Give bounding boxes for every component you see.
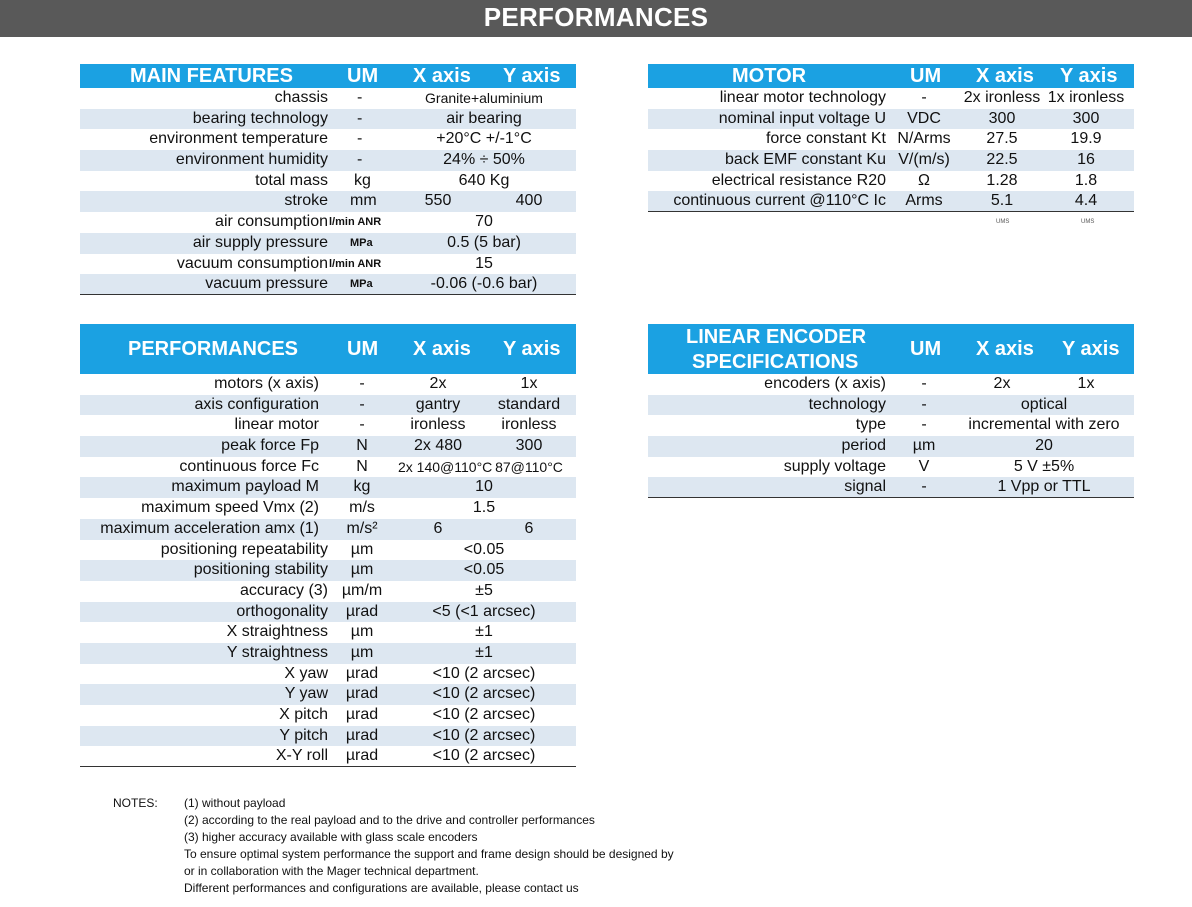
- table-row: [80, 705, 576, 726]
- row-um: µm: [350, 623, 374, 641]
- row-label: period: [841, 437, 886, 455]
- row-label: air supply pressure: [192, 233, 328, 251]
- header-um: UM: [910, 338, 942, 360]
- row-value: ±1: [475, 643, 493, 661]
- row-label: nominal input voltage U: [718, 109, 886, 127]
- row-label: peak force Fp: [221, 437, 319, 455]
- row-value: 70: [475, 213, 493, 231]
- row-x-value: 22.5: [986, 151, 1018, 169]
- table-bottom-border: [648, 211, 1134, 212]
- row-um: -: [359, 416, 365, 434]
- row-label: back EMF constant Ku: [725, 151, 886, 169]
- row-um: -: [359, 395, 365, 413]
- header-x-axis: X axis: [976, 338, 1034, 360]
- table-row: [648, 191, 1134, 212]
- table-row: [80, 540, 576, 561]
- notes-label: NOTES:: [113, 796, 158, 810]
- row-label: continuous current @110°C Ic: [673, 192, 886, 210]
- table-row: [648, 415, 1134, 436]
- row-x-value: 2x: [993, 375, 1011, 392]
- row-y-value: 4.4: [1074, 192, 1098, 210]
- row-um: N/Arms: [897, 130, 951, 148]
- row-value: ±5: [475, 581, 493, 599]
- row-um: MPa: [350, 236, 373, 249]
- row-um: Ω: [918, 171, 930, 189]
- table-row: [80, 457, 576, 478]
- row-label: motors (x axis): [214, 375, 319, 392]
- performances-table: [80, 324, 576, 767]
- row-label: environment humidity: [175, 151, 328, 169]
- row-x-value: 5.1: [990, 192, 1014, 210]
- header-y-axis: Y axis: [503, 338, 561, 360]
- main-features-table: [80, 64, 576, 295]
- row-um: V/(m/s): [898, 151, 950, 169]
- row-label: chassis: [274, 89, 328, 106]
- table-row: [80, 602, 576, 623]
- row-y-value: 300: [1072, 109, 1100, 127]
- row-y-value: 1x: [1077, 375, 1095, 392]
- table-row: [80, 622, 576, 643]
- header-um: UM: [347, 65, 379, 87]
- row-label: environment temperature: [149, 130, 328, 148]
- row-label: vacuum pressure: [205, 275, 328, 293]
- row-value: 24% ÷ 50%: [443, 151, 525, 169]
- header-y-axis: Y axis: [503, 65, 561, 87]
- row-value: <10 (2 arcsec): [432, 726, 536, 744]
- table-bottom-border: [648, 497, 1134, 498]
- row-um: l/min ANR: [329, 257, 382, 270]
- motor-footnote-x: UMS: [996, 219, 1010, 225]
- row-y-value: 16: [1077, 151, 1095, 169]
- row-label: X yaw: [284, 664, 328, 682]
- row-label: signal: [844, 478, 886, 496]
- header-title: MOTOR: [732, 65, 807, 87]
- page-banner: [0, 0, 1192, 37]
- row-value: 1.5: [472, 499, 496, 517]
- row-label: accuracy (3): [239, 581, 328, 599]
- row-label: supply voltage: [783, 457, 886, 475]
- row-value: 640 Kg: [458, 171, 510, 189]
- row-um: N: [356, 437, 368, 455]
- row-label: X-Y roll: [275, 747, 328, 765]
- row-value: <10 (2 arcsec): [432, 747, 536, 765]
- table-row: [80, 664, 576, 685]
- row-um: µm/m: [341, 581, 383, 599]
- table-row: [80, 477, 576, 498]
- row-label: vacuum consumption: [176, 254, 328, 272]
- table-row: [80, 171, 576, 192]
- row-label: total mass: [255, 171, 328, 189]
- table-row: [80, 746, 576, 767]
- encoder-table: [648, 324, 1134, 498]
- row-label: Y pitch: [279, 726, 328, 744]
- row-label: X pitch: [279, 706, 328, 723]
- header-x-axis: X axis: [413, 338, 471, 360]
- header-title-line2: SPECIFICATIONS: [692, 351, 859, 373]
- row-value: ±1: [475, 623, 493, 641]
- row-value: air bearing: [446, 109, 522, 127]
- note-line: or in collaboration with the Mager technical department.: [184, 864, 479, 878]
- row-value: 1 Vpp or TTL: [997, 478, 1091, 496]
- table-row: [80, 498, 576, 519]
- row-label: encoders (x axis): [764, 375, 886, 392]
- row-um: µrad: [345, 664, 379, 682]
- row-label: maximum payload M: [171, 478, 319, 496]
- note-line: (3) higher accuracy available with glass scale encoders: [184, 830, 478, 844]
- table-row: [80, 415, 576, 436]
- note-line: To ensure optimal system performance the support and frame design should be designed by: [184, 847, 674, 861]
- row-x-value: 6: [433, 519, 443, 537]
- row-value: Granite+aluminium: [425, 90, 543, 106]
- table-row: [80, 88, 576, 109]
- header-x-axis: X axis: [413, 65, 471, 87]
- row-y-value: 6: [524, 519, 534, 537]
- row-label: continuous force Fc: [179, 457, 319, 475]
- header-title: MAIN FEATURES: [130, 65, 293, 87]
- row-um: -: [921, 478, 927, 496]
- table-row: [80, 212, 576, 233]
- row-x-value: 1.28: [986, 171, 1018, 189]
- row-x-value: 550: [424, 192, 452, 210]
- row-um: Arms: [905, 192, 943, 210]
- table-row: [80, 395, 576, 416]
- row-um: VDC: [907, 109, 941, 127]
- row-x-value: 2x 140@110°C: [398, 458, 493, 475]
- notes-list: [184, 795, 674, 897]
- row-um: N: [356, 457, 368, 475]
- header-um: UM: [347, 338, 379, 360]
- table-header: [80, 64, 576, 88]
- row-um: -: [921, 416, 927, 434]
- table-row: [80, 254, 576, 275]
- row-um: m/s: [349, 499, 375, 517]
- row-value: incremental with zero: [968, 416, 1120, 434]
- row-y-value: 400: [515, 192, 543, 210]
- table-row: [80, 684, 576, 705]
- row-value: optical: [1020, 395, 1068, 413]
- table-row: [648, 171, 1134, 192]
- row-y-value: 1x: [520, 375, 538, 392]
- row-label: technology: [808, 395, 886, 413]
- note-line: (1) without payload: [184, 796, 286, 810]
- row-label: Y yaw: [284, 685, 328, 703]
- table-row: [80, 233, 576, 254]
- table-row: [80, 191, 576, 212]
- row-um: kg: [353, 478, 371, 496]
- row-y-value: 19.9: [1070, 130, 1102, 148]
- header-x-axis: X axis: [976, 65, 1034, 87]
- row-um: -: [357, 130, 363, 148]
- table-row: [80, 109, 576, 130]
- row-x-value: ironless: [410, 416, 466, 434]
- row-value: 0.5 (5 bar): [447, 233, 521, 251]
- table-row: [80, 726, 576, 747]
- row-y-value: standard: [497, 395, 561, 413]
- motor-footnote-y: UMS: [1081, 219, 1095, 225]
- row-value: +20°C +/-1°C: [436, 130, 532, 148]
- table-header: [80, 324, 576, 374]
- table-row: [648, 374, 1134, 395]
- row-value: 5 V ±5%: [1013, 457, 1075, 475]
- table-row: [648, 395, 1134, 416]
- motor-table: [648, 64, 1134, 212]
- table-row: [648, 477, 1134, 498]
- row-value: <0.05: [463, 540, 505, 558]
- row-x-value: 2x: [429, 375, 447, 392]
- row-um: -: [921, 375, 927, 392]
- table-row: [80, 150, 576, 171]
- row-label: electrical resistance R20: [711, 171, 886, 189]
- row-um: µrad: [345, 706, 379, 723]
- row-value: 15: [475, 254, 493, 272]
- row-x-value: 2x 480: [413, 437, 463, 455]
- row-y-value: 300: [515, 437, 543, 455]
- row-value: <5 (<1 arcsec): [432, 602, 536, 620]
- table-row: [648, 109, 1134, 130]
- table-row: [648, 88, 1134, 109]
- table-row: [80, 129, 576, 150]
- row-um: µm: [350, 643, 374, 661]
- row-um: -: [921, 89, 927, 106]
- row-label: maximum speed Vmx (2): [141, 499, 319, 517]
- header-title-line1: LINEAR ENCODER: [686, 326, 867, 348]
- row-x-value: gantry: [415, 395, 461, 413]
- row-label: X straightness: [226, 623, 328, 641]
- row-um: -: [359, 375, 365, 392]
- row-value: 20: [1035, 437, 1053, 455]
- row-um: µm: [912, 437, 936, 455]
- table-bottom-border: [80, 294, 576, 295]
- note-line: Different performances and configurations are available, please contact us: [184, 881, 579, 895]
- header-y-axis: Y axis: [1060, 65, 1118, 87]
- row-label: stroke: [284, 192, 328, 210]
- page-title: PERFORMANCES: [483, 2, 709, 32]
- row-um: µrad: [345, 685, 379, 703]
- table-row: [648, 436, 1134, 457]
- table-row: [648, 150, 1134, 171]
- table-bottom-border: [80, 766, 576, 767]
- row-label: linear motor technology: [719, 89, 886, 106]
- table-row: [648, 457, 1134, 478]
- row-um: mm: [350, 192, 377, 210]
- row-y-value: 87@110°C: [495, 458, 563, 475]
- note-line: (2) according to the real payload and to the drive and controller performances: [184, 813, 595, 827]
- row-um: µrad: [345, 602, 379, 620]
- row-value: <10 (2 arcsec): [432, 664, 536, 682]
- row-x-value: 27.5: [986, 130, 1018, 148]
- row-um: l/min ANR: [329, 216, 382, 229]
- row-value: <0.05: [463, 561, 505, 579]
- row-um: -: [357, 151, 363, 169]
- row-um: -: [357, 109, 363, 127]
- row-x-value: 300: [988, 109, 1016, 127]
- row-label: axis configuration: [194, 395, 319, 413]
- table-row: [80, 519, 576, 540]
- row-label: type: [855, 416, 886, 434]
- row-label: positioning repeatability: [160, 540, 328, 558]
- table-row: [80, 643, 576, 664]
- row-um: µrad: [345, 747, 379, 765]
- table-header: [648, 64, 1134, 88]
- header-um: UM: [910, 65, 942, 87]
- table-row: [80, 374, 576, 395]
- row-y-value: 1x ironless: [1047, 89, 1125, 106]
- row-y-value: ironless: [501, 416, 557, 434]
- table-header: [648, 324, 1134, 374]
- table-row: [80, 274, 576, 295]
- row-label: positioning stability: [193, 561, 328, 579]
- row-label: air consumption: [215, 213, 328, 231]
- table-row: [80, 436, 576, 457]
- row-um: -: [357, 89, 363, 106]
- table-row: [80, 581, 576, 602]
- row-value: <10 (2 arcsec): [432, 685, 536, 703]
- row-y-value: 1.8: [1074, 171, 1098, 189]
- header-title: PERFORMANCES: [128, 338, 299, 360]
- row-label: force constant Kt: [765, 130, 886, 148]
- row-um: µm: [350, 540, 374, 558]
- row-um: µm: [350, 561, 374, 579]
- row-um: µrad: [345, 726, 379, 744]
- row-um: MPa: [350, 278, 373, 291]
- row-label: maximum acceleration amx (1): [100, 519, 319, 537]
- row-value: <10 (2 arcsec): [432, 706, 536, 723]
- row-um: -: [921, 395, 927, 413]
- table-row: [648, 129, 1134, 150]
- row-x-value: 2x ironless: [963, 89, 1041, 106]
- row-um: kg: [354, 171, 371, 189]
- row-um: V: [918, 457, 930, 475]
- table-row: [80, 560, 576, 581]
- row-value: 10: [475, 478, 493, 496]
- row-label: Y straightness: [226, 643, 328, 661]
- row-um: m/s²: [346, 519, 378, 537]
- row-value: -0.06 (-0.6 bar): [430, 275, 538, 293]
- row-label: linear motor: [234, 416, 319, 434]
- header-y-axis: Y axis: [1062, 338, 1120, 360]
- row-label: bearing technology: [192, 109, 328, 127]
- row-label: orthogonality: [236, 602, 328, 620]
